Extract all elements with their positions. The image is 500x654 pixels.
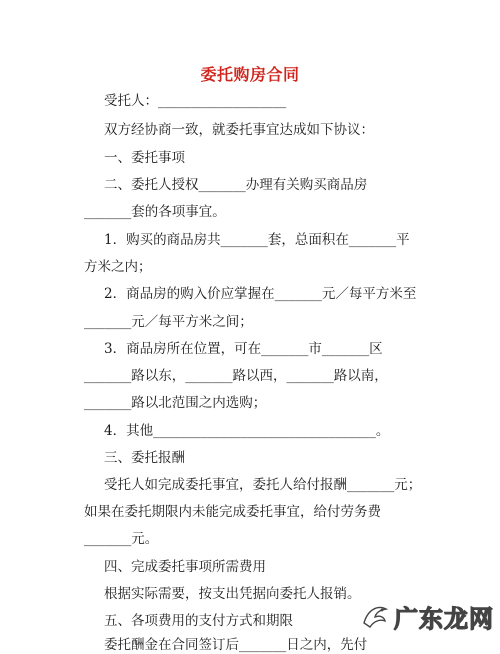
doc-line-section-5: 五、各项费用的支付方式和期限 — [104, 613, 293, 629]
doc-line-item-2: 2．商品房的购入价应掌握在_______元／每平方米至 — [104, 286, 417, 302]
doc-line-section-4: 四、完成委托事项所需费用 — [104, 559, 266, 575]
doc-line: _______路以东，_______路以西，_______路以南， — [84, 368, 388, 384]
doc-line-item-3: 3．商品房所在位置，可在_______市_______区 — [104, 341, 383, 357]
watermark-text: 广东龙网 — [394, 604, 494, 633]
doc-line-section-1: 一、委托事项 — [104, 150, 185, 166]
document-title: 委托购房合同 — [200, 65, 300, 84]
doc-line: _______元／每平方米之间； — [84, 314, 253, 330]
doc-line: 受托人如完成委托事宜，委托人给付报酬_______元； — [104, 477, 422, 493]
doc-line-intro: 双方经协商一致，就委托事宜达成如下协议： — [104, 122, 374, 138]
doc-line: 如果在委托期限内未能完成委托事宜，给付劳务费 — [84, 504, 381, 520]
doc-line-trustee: 受托人：___________________ — [104, 93, 287, 109]
doc-line-section-3: 三、委托报酬 — [104, 450, 185, 466]
doc-line: _______路以北范围之内选购； — [84, 395, 267, 411]
dragon-logo-icon — [360, 601, 390, 631]
doc-line: 方米之内； — [84, 259, 152, 275]
site-watermark — [360, 599, 494, 633]
doc-line: 委托酬金在合同签订后_______日之内，先付 — [104, 637, 368, 653]
doc-line: _______元。 — [84, 531, 159, 547]
doc-line-section-2: 二、委托人授权_______办理有关购买商品房 — [104, 177, 368, 193]
doc-line-item-1: 1．购买的商品房共_______套，总面积在_______平 — [104, 232, 410, 248]
doc-line-item-4: 4．其他_________________________________。 — [104, 423, 390, 439]
doc-line: 根据实际需要，按支出凭据向委托人报销。 — [104, 586, 361, 602]
doc-line: _______套的各项事宜。 — [84, 204, 226, 220]
